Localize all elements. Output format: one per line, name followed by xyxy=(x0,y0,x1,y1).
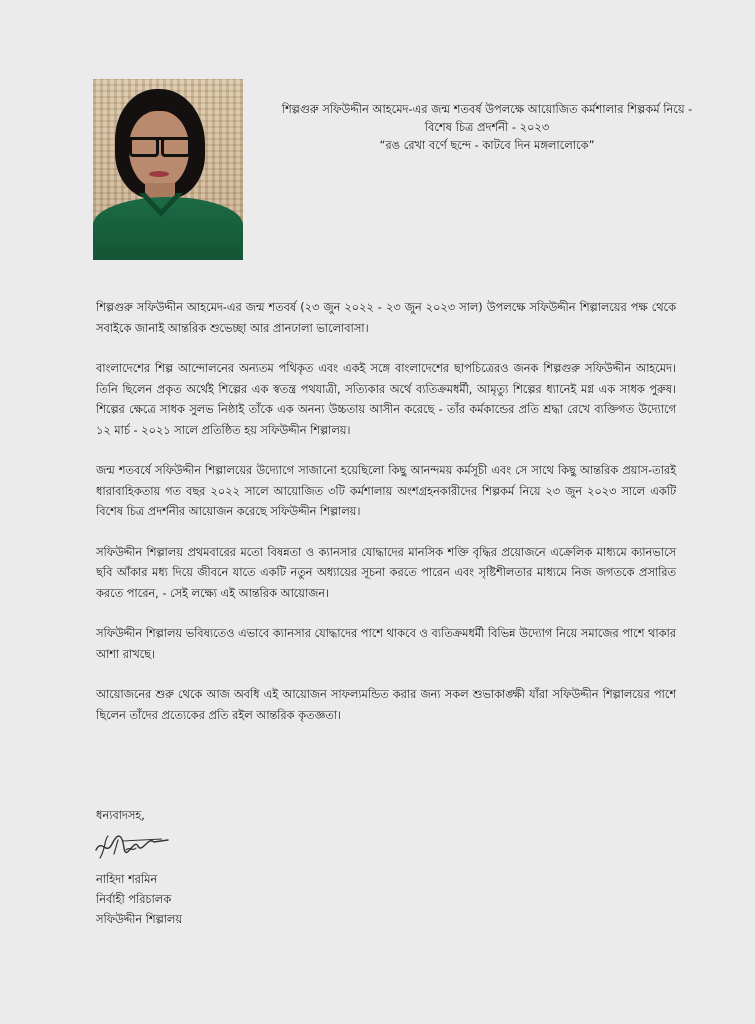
paragraph: সফিউদ্দীন শিল্পালয় প্রথমবারের মতো বিষন্নতা ও ক্যানসার যোদ্ধাদের মানসিক শক্তি বৃদ্ধির প্রয়োজনে এক্রেলিক মাধ্যমে ক্যানভাসে ছবি আঁকার মধ্য দিয়ে জীবনে যাতে একটি নতুন অধ্যায়ের সূচনা করতে পারেন এবং সৃষ্টিশীলতার মাধ্যমে নিজ জগতকে প্রসারিত করতে পারেন, - সেই লক্ষ্যে এই আন্তরিক আয়োজন। xyxy=(96,545,676,600)
paragraph: জন্ম শতবর্ষে সফিউদ্দীন শিল্পালয়ের উদ্যোগে সাজানো হয়েছিলো কিছু আনন্দময় কর্মসূচী এবং সে সাথে কিছু আন্তরিক প্রয়াস-তারই ধারাবাহিকতায় গত বছর ২০২২ সালে আয়োজিত ৩টি কর্মশালায় অংশগ্রহনকারীদের শিল্পকর্ম নিয়ে ২৩ জুন ২০২৩ সালে একটি বিশেষ চিত্র প্রদর্শনীর আয়োজন করেছে সফিউদ্দীন শিল্পালয়। xyxy=(96,464,676,518)
paragraph: শিল্পগুরু সফিউদ্দীন আহমেদ-এর জন্ম শতবর্ষ (২৩ জুন ২০২২ - ২৩ জুন ২০২৩ সাল) উপলক্ষে সফিউদ্দীন শিল্পালয়ের পক্ষ থেকে সবাইকে জানাই আন্তরিক শুভেচ্ছা আর প্রানঢালা ভালোবাসা। xyxy=(96,301,676,335)
paragraph: আয়োজনের শুরু থেকে আজ অবধি এই আয়োজন সাফল্যমন্ডিত করার জন্য সকল শুভাকাঙ্ক্ষী যাঁরা সফিউদ্দীন শিল্পালয়ের পাশে ছিলেন তাঁদের প্রত্যেকের প্রতি রইল আন্তরিক কৃতজ্ঞতা। xyxy=(96,688,676,722)
signer-title: নির্বাহী পরিচালক xyxy=(96,893,172,906)
header-line-1: শিল্পগুরু সফিউদ্দীন আহমেদ-এর জন্ম শতবর্ষ উপলক্ষে আয়োজিত কর্মশালার শিল্পকর্ম নিয়ে - xyxy=(281,102,693,116)
signer-block xyxy=(96,870,182,930)
signature-image xyxy=(92,828,172,862)
header-line-2: বিশেষ চিত্র প্রদর্শনী - ২০২৩ xyxy=(424,120,550,134)
signer-org: সফিউদ্দীন শিল্পালয় xyxy=(96,913,183,926)
paragraph: সফিউদ্দীন শিল্পালয় ভবিষ্যতেও এভাবে ক্যানসার যোদ্ধাদের পাশে থাকবে ও ব্যতিক্রমধর্মী বিভিন্ন উদ্যোগ নিয়ে সমাজের পাশে থাকার আশা রাখছে। xyxy=(96,627,676,661)
letter-header xyxy=(252,100,722,154)
portrait-photo xyxy=(93,79,243,260)
signer-name: নাহিদা শরমিন xyxy=(96,873,158,886)
letter-body xyxy=(96,298,676,746)
header-line-3: “রঙ রেখা বর্ণে ছন্দে - কাটবে দিন মঙ্গলালোকে” xyxy=(379,138,595,152)
closing-salutation: ধন্যবাদসহ, xyxy=(96,809,145,822)
paragraph: বাংলাদেশের শিল্প আন্দোলনের অন্যতম পথিকৃত এবং একই সঙ্গে বাংলাদেশের ছাপচিত্রেরও জনক শিল্পগুরু সফিউদ্দীন আহমেদ। তিনি ছিলেন প্রকৃত অর্থেই শিল্পের এক স্বতন্ত্র পথযাত্রী, সত্যিকার অর্থে ব্যতিক্রমধর্মী, আমৃত্যু শিল্পের ধ্যানেই মগ্ন এক সাধক পুরুষ। শিল্পের ক্ষেত্রে সাধক সুলভ নিষ্ঠাই তাঁকে এক অনন্য উচ্চতায় আসীন করেছে - তাঁর কর্মকান্ডের প্রতি শ্রদ্ধা রেখে ব্যক্তিগত উদ্যোগে ১২ মার্চ - ২০২১ সালে প্রতিষ্ঠিত হয় সফিউদ্দীন শিল্পালয়। xyxy=(96,362,676,437)
